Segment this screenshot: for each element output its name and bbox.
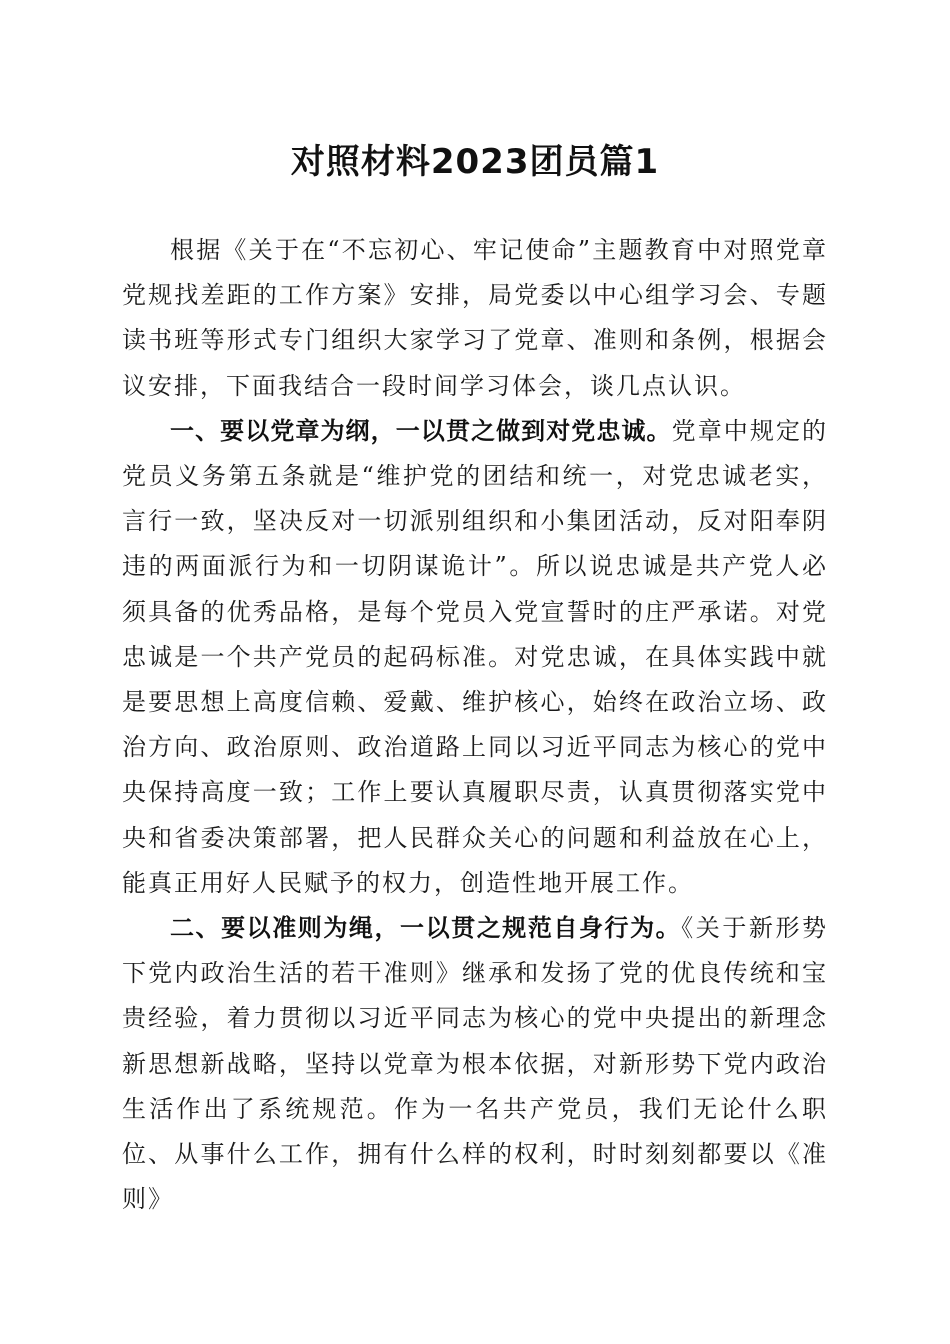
- section-1-heading: 一、要以党章为纲，一以贯之做到对党忠诚。: [170, 416, 672, 445]
- document-body: [122, 228, 828, 1222]
- section-2-text: 《关于新形势下党内政治生活的若干准则》继承和发扬了党的优良传统和宝贵经验，着力贯彻以习近平同志为核心的党中央提出的新理念新思想新战略，坚持以党章为根本依据，对新形势下党内政治生活作出了系统规范。作为一名共产党员，我们无论什么职位、从事什么工作，拥有什么样的权利，时时刻刻都要以《准则》: [122, 914, 829, 1214]
- document-title: 对照材料2023团员篇1: [290, 142, 660, 182]
- paragraph-section-2: [122, 906, 828, 1222]
- paragraph-intro-text: 根据《关于在“不忘初心、牢记使命”主题教育中对照党章党规找差距的工作方案》安排，局党委以中心组学习会、专题读书班等形式专门组织大家学习了党章、准则和条例，根据会议安排，下面我结合一段时间学习体会，谈几点认识。: [122, 236, 828, 400]
- section-1-text: 党章中规定的党员义务第五条就是“维护党的团结和统一，对党忠诚老实，言行一致，坚决反对一切派别组织和小集团活动，反对阳奉阴违的两面派行为和一切阴谋诡计”。所以说忠诚是共产党人必须具备的优秀品格，是每个党员入党宣誓时的庄严承诺。对党忠诚是一个共产党员的起码标准。对党忠诚，在具体实践中就是要思想上高度信赖、爱戴、维护核心，始终在政治立场、政治方向、政治原则、政治道路上同以习近平同志为核心的党中央保持高度一致；工作上要认真履职尽责，认真贯彻落实党中央和省委决策部署，把人民群众关心的问题和利益放在心上，能真正用好人民赋予的权力，创造性地开展工作。: [122, 416, 829, 897]
- paragraph-intro: [122, 228, 828, 409]
- paragraph-section-1: [122, 409, 828, 906]
- section-2-heading: 二、要以准则为绳，一以贯之规范自身行为。: [170, 914, 682, 943]
